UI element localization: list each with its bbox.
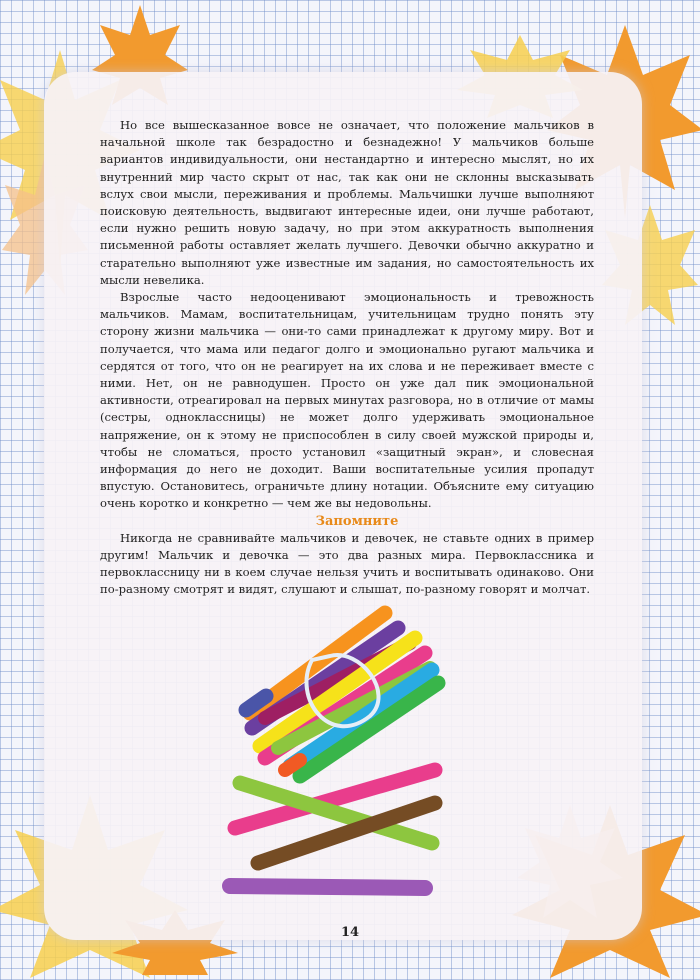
remember-paragraph: Никогда не сравнивайте мальчиков и девочек, не ставьте одних в пример другим! Мальчик и девочка — это два разных мира. Первоклассника и первоклассницу ни в коем случае нельзя учить и воспитывать одинаково. Они по-разному смотрят и видят, слушают и слышат, по-разному говорят и молчат. [100, 530, 594, 597]
page-number: 14 [340, 925, 360, 940]
colored-pencils-illustration [220, 598, 460, 908]
paragraph-2: Взрослые часто недооценивают эмоциональность и тревожность мальчиков. Мамам, воспитательницам, учительницам трудно понять эту сторону жизни мальчика — они-то сами принадлежат к другому миру. Вот и получается, что мама или педагог долго и эмоционально ругают мальчика и сердятся от того, что он не реагирует на их слова и не переживает вместе с ними. Нет, он не равнодушен. Просто он уже дал пик эмоциональной активности, отреагировал на первых минутах разговора, но в отличие от мамы (сестры, одноклассницы) не может долго удерживать эмоциональное напряжение, он к этому не приспособлен в силу своей мужской природы и, чтобы не сломаться, просто установил «защитный экран», и словесная информация до него не доходит. Ваши воспитательные усилия пропадут впустую. Остановитесь, ограничьте длину нотации. Объясните ему ситуацию очень коротко и конкретно — чем же вы недовольны. [100, 290, 594, 511]
paragraph-1: Но все вышесказанное вовсе не означает, что положение мальчиков в начальной школе так безрадостно и безнадежно! У мальчиков больше вариантов индивидуальности, они нестандартно и интересно мыслят, но их внутренний мир часто скрыт от нас, так как они не склонны высказывать вслух свои мысли, переживания и проблемы. Мальчишки лучше выполняют поисковую деятельность, выдвигают интересные идеи, они лучше работают, если нужно решить новую задачу, но при этом аккуратность выполнения письменной работы оставляет желать лучшего. Девочки обычно аккуратно и старательно выполняют уже известные им задания, но самостоятельность их мысли невелика. [100, 118, 594, 287]
text-block [100, 117, 594, 599]
remember-heading: Запомните [315, 513, 399, 529]
